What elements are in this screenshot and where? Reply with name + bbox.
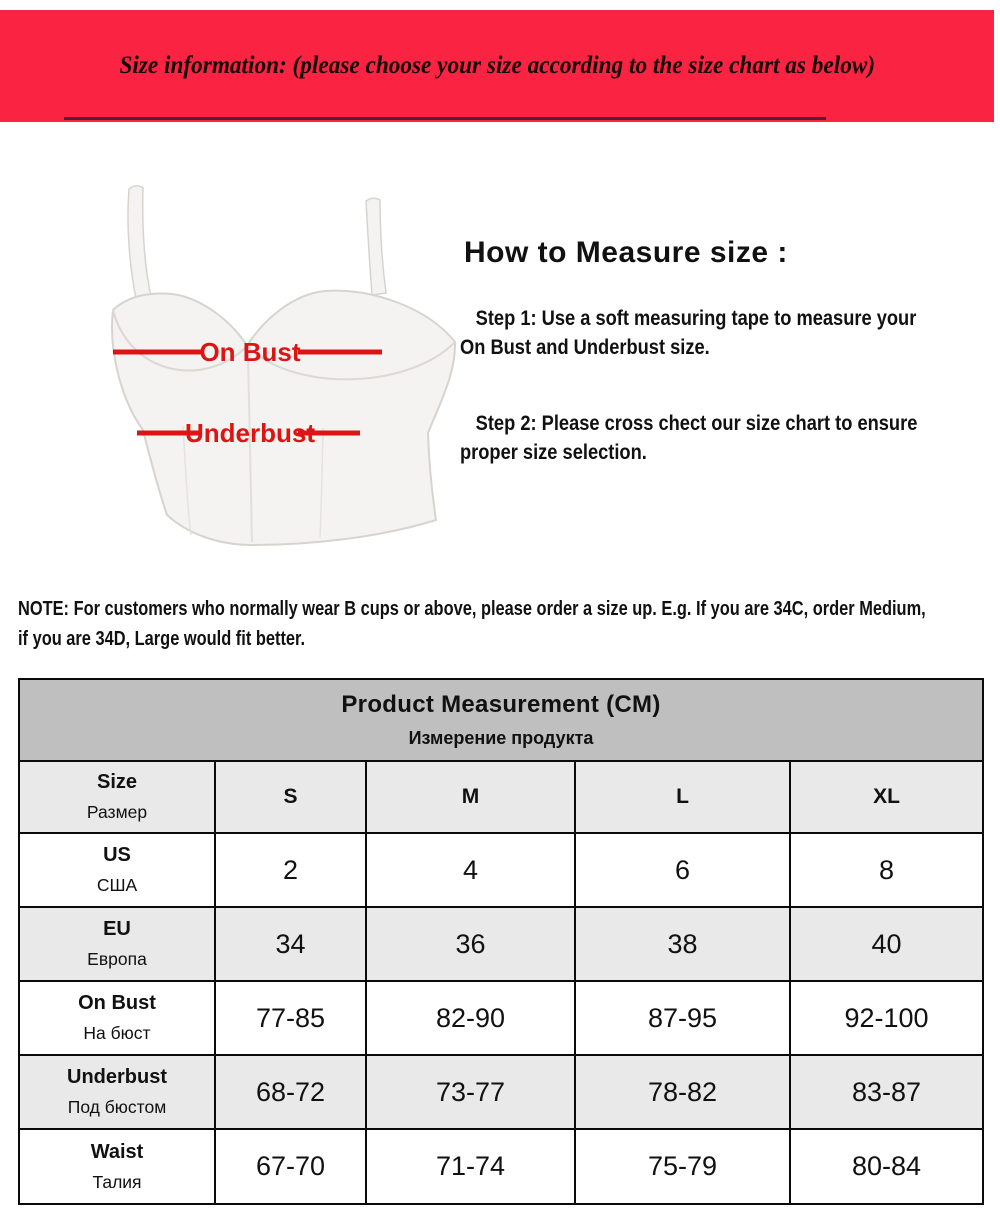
row-label-on-bust bbox=[19, 981, 215, 1055]
step-2-line-2: proper size selection. bbox=[460, 441, 647, 464]
us-cell-m: 4 bbox=[366, 833, 575, 907]
measure-step-1 bbox=[460, 304, 947, 362]
row-label-eu bbox=[19, 907, 215, 981]
table-header-cell bbox=[19, 679, 983, 761]
row-label-us bbox=[19, 833, 215, 907]
on-bust-cell-s: 77-85 bbox=[215, 981, 366, 1055]
on-bust-label: On Bust bbox=[199, 337, 301, 367]
waist-label-ru: Талия bbox=[92, 1171, 142, 1192]
eu-cell-m: 36 bbox=[366, 907, 575, 981]
underbust-cell-l: 78-82 bbox=[575, 1055, 790, 1129]
on-bust-cell-xl: 92-100 bbox=[790, 981, 983, 1055]
on-bust-label-ru: На бюст bbox=[83, 1023, 151, 1043]
row-label-waist bbox=[19, 1129, 215, 1204]
underbust-label-en: Underbust bbox=[67, 1066, 167, 1088]
row-label-size bbox=[19, 761, 215, 833]
left-strap bbox=[128, 186, 151, 299]
table-row-underbust bbox=[19, 1055, 983, 1129]
underbust-label-ru: Под бюстом bbox=[67, 1097, 167, 1117]
right-strap bbox=[366, 198, 386, 295]
underbust-cell-m: 73-77 bbox=[366, 1055, 575, 1129]
banner-underline-rule bbox=[64, 117, 826, 120]
step-1-line-1: Step 1: Use a soft measuring tape to measure your bbox=[475, 307, 917, 330]
measure-step-2 bbox=[460, 409, 947, 467]
table-row-size bbox=[19, 761, 983, 833]
underbust-cell-s: 68-72 bbox=[215, 1055, 366, 1129]
us-label-ru: США bbox=[96, 875, 138, 895]
eu-label-ru: Европа bbox=[87, 949, 147, 969]
size-label-ru: Размер bbox=[86, 802, 148, 822]
eu-cell-s: 34 bbox=[215, 907, 366, 981]
note-line-1: NOTE: For customers who normally wear B cups or above, please order a size up. E.g. If you are 34C, order Medium, bbox=[18, 597, 926, 620]
waist-cell-l: 75-79 bbox=[575, 1129, 790, 1204]
cup-size-note bbox=[18, 594, 926, 653]
us-label-en: US bbox=[103, 844, 131, 866]
table-subtitle-ru: Измерение продукта bbox=[408, 728, 594, 748]
waist-cell-s: 67-70 bbox=[215, 1129, 366, 1204]
step-1-line-2: On Bust and Underbust size. bbox=[460, 336, 710, 359]
table-title: Product Measurement (CM) bbox=[341, 691, 661, 718]
eu-cell-l: 38 bbox=[575, 907, 790, 981]
us-cell-l: 6 bbox=[575, 833, 790, 907]
table-row-waist bbox=[19, 1129, 983, 1204]
step-2-line-1: Step 2: Please cross chect our size chart to ensure bbox=[475, 412, 918, 435]
size-cell-xl: XL bbox=[790, 761, 983, 833]
row-label-underbust bbox=[19, 1055, 215, 1129]
eu-cell-xl: 40 bbox=[790, 907, 983, 981]
banner-title: Size information: (please choose your size according to the size chart as below) bbox=[119, 52, 875, 79]
table-header-row bbox=[19, 679, 983, 761]
how-to-measure-title: How to Measure size : bbox=[464, 236, 788, 269]
on-bust-cell-m: 82-90 bbox=[366, 981, 575, 1055]
note-line-2: if you are 34D, Large would fit better. bbox=[18, 626, 306, 650]
waist-cell-xl: 80-84 bbox=[790, 1129, 983, 1204]
size-label-en: Size bbox=[96, 771, 138, 793]
underbust-cell-xl: 83-87 bbox=[790, 1055, 983, 1129]
size-cell-m: M bbox=[366, 761, 575, 833]
size-info-banner bbox=[0, 10, 994, 122]
waist-label-en: Waist bbox=[90, 1140, 144, 1163]
table-row-on-bust bbox=[19, 981, 983, 1055]
table-row-us bbox=[19, 833, 983, 907]
on-bust-label-en: On Bust bbox=[78, 992, 156, 1014]
underbust-label: Underbust bbox=[185, 418, 315, 448]
eu-label-en: EU bbox=[103, 918, 131, 940]
us-cell-xl: 8 bbox=[790, 833, 983, 907]
table-row-eu bbox=[19, 907, 983, 981]
bustier-diagram bbox=[78, 168, 460, 568]
size-cell-s: S bbox=[215, 761, 366, 833]
on-bust-cell-l: 87-95 bbox=[575, 981, 790, 1055]
size-cell-l: L bbox=[575, 761, 790, 833]
product-measurement-table bbox=[18, 678, 984, 1205]
waist-cell-m: 71-74 bbox=[366, 1129, 575, 1204]
us-cell-s: 2 bbox=[215, 833, 366, 907]
